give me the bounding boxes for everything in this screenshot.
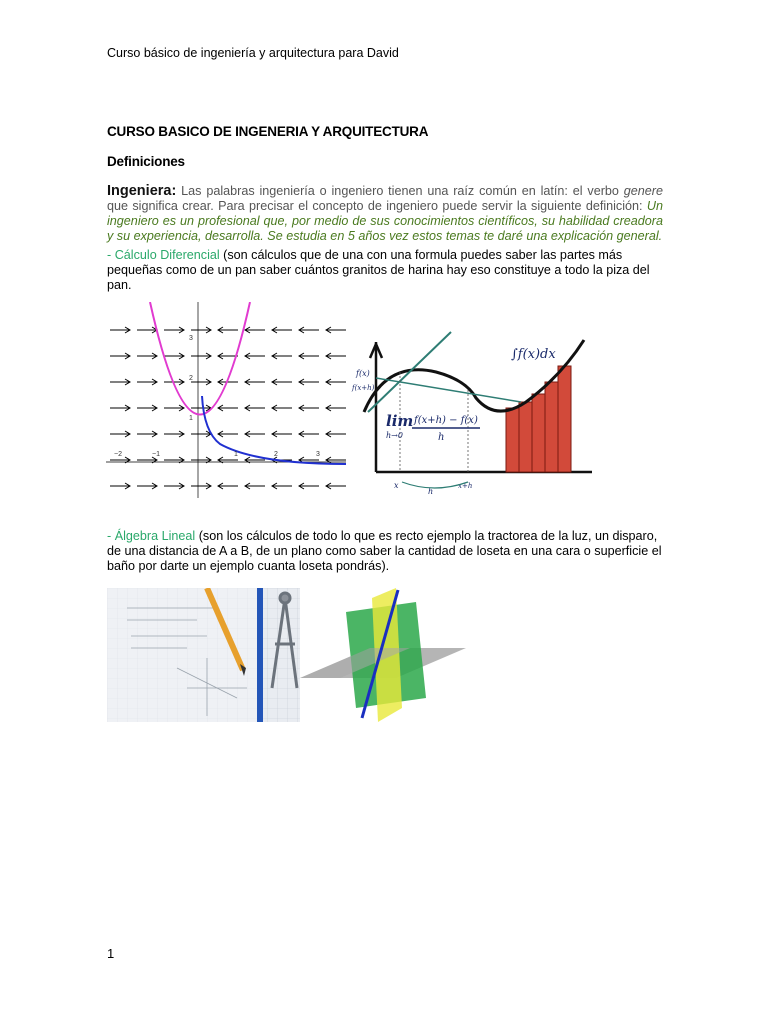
x-tick: 2	[274, 451, 278, 458]
vector-field-arrow	[110, 483, 130, 489]
integral-label: ∫f(x)dx	[511, 347, 556, 362]
vector-field-arrow	[272, 379, 292, 385]
vector-field-arrow	[326, 327, 346, 333]
difference-numerator: f(x+h) − f(x)	[414, 415, 478, 426]
x-tick: 3	[316, 451, 320, 458]
paragraph-algebra	[107, 529, 663, 574]
vector-field-arrow	[218, 431, 238, 437]
document-title: CURSO BASICO DE INGENERIA Y ARQUITECTURA	[107, 124, 429, 139]
vector-field-arrow	[326, 405, 346, 411]
vector-field-arrow	[110, 327, 130, 333]
vector-field-arrow	[218, 405, 238, 411]
algebra-text: (son los cálculos de todo lo que es recto ejemplo la tractorea de la luz, un disparo, de una distancia de A a B, de un plano como saber la cantidad de loseta en una cara o superficie el baño por darte un ejemplo cuanta loseta pondrás).	[107, 529, 662, 573]
vector-field-arrow	[299, 483, 319, 489]
vector-field-arrow	[137, 431, 157, 437]
vector-field-arrow	[164, 405, 184, 411]
vector-field-arrow	[245, 379, 265, 385]
vector-field-arrow	[299, 405, 319, 411]
vector-field-arrow	[245, 327, 265, 333]
vector-field-arrow	[164, 431, 184, 437]
tangent-line	[376, 378, 521, 402]
ingeniera-text-2: que significa crear. Para precisar el concepto de ingeniero puede servir la siguiente definición:	[107, 199, 647, 213]
ingeniera-verb: genere	[623, 184, 663, 198]
algebra-label: - Álgebra Lineal	[107, 529, 196, 543]
vector-field-arrow	[272, 405, 292, 411]
vector-field-arrow	[191, 379, 211, 385]
x-tick: 1	[234, 451, 238, 458]
vector-field-arrow	[191, 353, 211, 359]
vector-field-arrow	[326, 379, 346, 385]
vector-field-arrow	[245, 353, 265, 359]
vector-field-arrow	[218, 327, 238, 333]
vector-field-arrow	[191, 483, 211, 489]
vector-field-arrow	[299, 327, 319, 333]
vector-field-arrow	[191, 431, 211, 437]
vector-field-arrow	[299, 353, 319, 359]
vector-field-arrow	[218, 483, 238, 489]
vector-field-arrow	[272, 353, 292, 359]
y-tick: 3	[189, 335, 193, 342]
page-header: Curso básico de ingeniería y arquitectura para David	[107, 46, 399, 60]
h-label: h	[428, 487, 434, 496]
limit-subscript: h→0	[386, 431, 403, 440]
calculo-text: (son cálculos que de una con una formula puedes saber las partes más pequeñas como de un pan saber cuántos granitos de harina hay eso constituye a todo la piza del pan.	[107, 248, 650, 292]
vector-field-arrow	[137, 483, 157, 489]
vector-field-arrow	[245, 405, 265, 411]
vector-field-arrow	[245, 431, 265, 437]
vector-field-arrow	[191, 327, 211, 333]
calculus-sketch-figure	[346, 302, 592, 498]
vector-field-arrow	[272, 327, 292, 333]
vector-field-arrow	[110, 353, 130, 359]
vector-field-arrow	[164, 327, 184, 333]
drawing-tools-illustration	[107, 588, 300, 722]
vector-field-arrow	[326, 483, 346, 489]
vector-field-arrow	[299, 431, 319, 437]
vector-field-arrow	[110, 431, 130, 437]
paragraph-calculo	[107, 248, 663, 293]
ruler-edge	[257, 588, 263, 722]
vector-field-arrow	[164, 353, 184, 359]
section-heading: Definiciones	[107, 154, 185, 169]
parabola-curve	[150, 302, 250, 415]
difference-denominator: h	[438, 432, 445, 443]
vector-field-arrow	[326, 431, 346, 437]
ingeniera-text-1: Las palabras ingeniería o ingeniero tienen una raíz común en latín: el verbo	[176, 184, 624, 198]
riemann-bars	[506, 366, 571, 472]
vector-field-arrow	[137, 353, 157, 359]
paragraph-ingeniera	[107, 184, 663, 244]
vector-field-arrow	[191, 405, 211, 411]
vector-field-arrow	[110, 379, 130, 385]
ingeniero-definition: Un ingeniero es un profesional que, por medio de sus conocimientos científicos, su habilidad creadora y su experiencia, desarrolla. Se estudia en 5 años vez estos temas te daré una explicación general.	[107, 199, 663, 243]
x-label: x	[394, 481, 399, 490]
f-xh-label: f(x+h)	[352, 384, 375, 392]
vector-field-arrow	[272, 483, 292, 489]
limit-label: lim	[386, 412, 414, 430]
vector-field-arrow	[137, 379, 157, 385]
vector-field-arrow	[272, 431, 292, 437]
x-tick: −1	[152, 451, 160, 458]
intersecting-planes-illustration	[300, 588, 466, 722]
xh-label: x+h	[458, 482, 473, 490]
vector-field-arrow	[137, 327, 157, 333]
vector-field-plot	[106, 302, 346, 498]
vector-field-arrow	[164, 483, 184, 489]
ingeniera-label: Ingeniera:	[107, 183, 177, 199]
intersecting-planes-figure	[300, 588, 466, 722]
vector-field-arrow	[245, 483, 265, 489]
f-x-label: f(x)	[356, 369, 370, 378]
vector-field-arrow	[137, 405, 157, 411]
vector-field-figure	[106, 302, 346, 498]
y-tick: 1	[189, 415, 193, 422]
vector-field-arrow	[326, 353, 346, 359]
y-tick: 2	[189, 375, 193, 382]
drawing-tools-photo	[107, 588, 300, 722]
vector-field-arrow	[110, 405, 130, 411]
vector-field-arrow	[299, 379, 319, 385]
page-number: 1	[107, 946, 115, 961]
calculus-sketch	[346, 302, 592, 498]
x-tick: −2	[114, 451, 122, 458]
calculo-label: - Cálculo Diferencial	[107, 248, 220, 262]
